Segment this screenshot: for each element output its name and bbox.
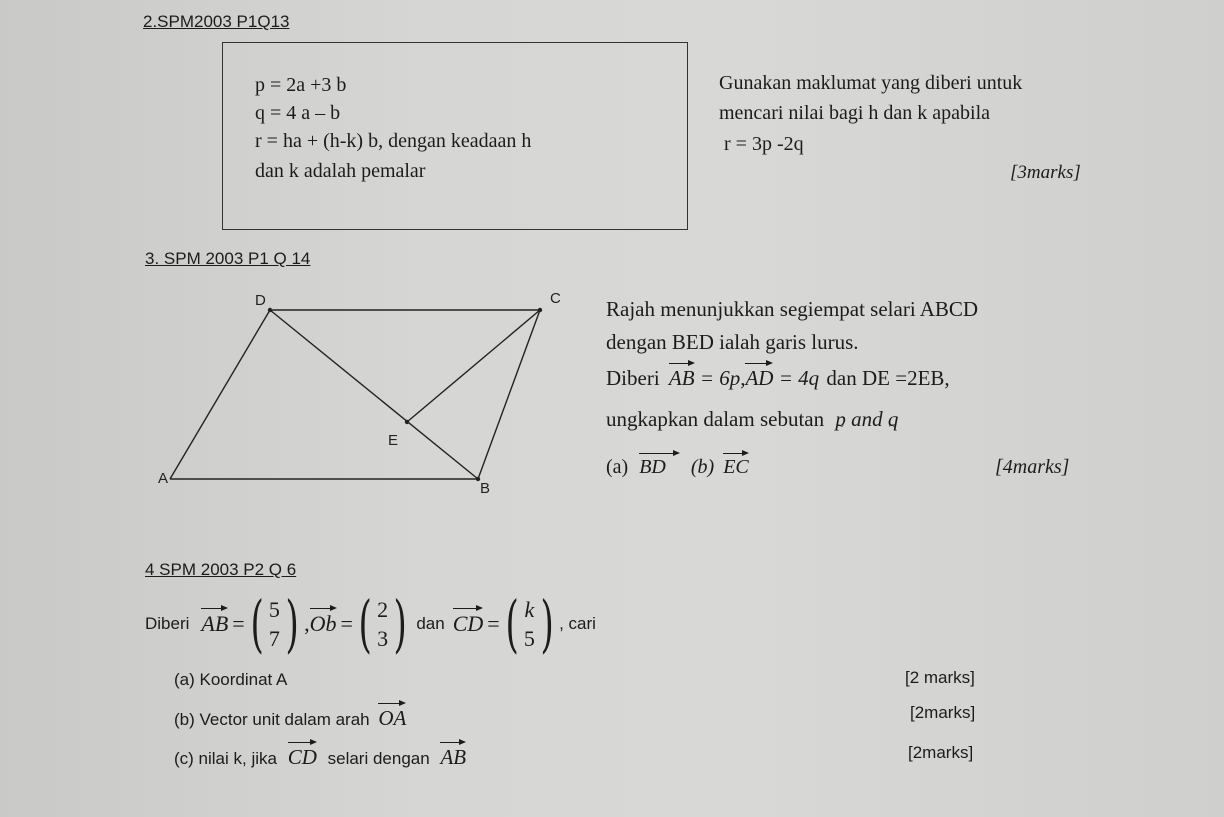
label-d: D <box>255 292 266 309</box>
q3-text-line2: dengan BED ialah garis lurus. <box>606 330 859 354</box>
vector-ob: Ob <box>309 611 337 636</box>
side-da <box>170 310 270 479</box>
q4-title: 4 SPM 2003 P2 Q 6 <box>145 560 297 579</box>
parallelogram-diagram <box>140 285 590 505</box>
label-c: C <box>550 290 561 307</box>
vector-ad: AD <box>745 366 774 390</box>
vector-cd-c: CD <box>287 745 317 769</box>
column-vector-ob: ( 2 3 ) <box>358 587 407 660</box>
vector-ec: EC <box>723 456 749 478</box>
q4-given: Diberi AB = ( 5 7 ) , Ob = ( 2 3 ) dan CD = ( k 5 ) , cari <box>145 587 596 660</box>
label-a: A <box>158 470 169 487</box>
q3-parts: (a) BD (b) EC <box>606 456 749 478</box>
q2-box-line4: dan k adalah pemalar <box>255 160 426 182</box>
q4-part-c: (c) nilai k, jika CD selari dengan AB <box>174 745 467 769</box>
q3-marks: [4marks] <box>995 456 1070 478</box>
label-e: E <box>388 432 399 449</box>
vector-cd: CD <box>452 611 484 636</box>
q2-instruction-line3: r = 3p -2q <box>724 133 804 155</box>
column-vector-cd: ( k 5 ) <box>505 587 554 660</box>
q3-text-line1: Rajah menunjukkan segiempat selari ABCD <box>606 297 979 321</box>
q4-part-a-marks: [2 marks] <box>905 668 975 687</box>
column-vector-ab: ( 5 7 ) <box>250 587 299 660</box>
q4-part-a: (a) Koordinat A <box>174 670 288 689</box>
vector-oa: OA <box>378 706 407 730</box>
q2-box-line3: r = ha + (h-k) b, dengan keadaan h <box>255 130 532 152</box>
vector-bd: BD <box>639 456 680 479</box>
q2-marks: [3marks] <box>1010 162 1081 183</box>
q2-title: 2.SPM2003 P1Q13 <box>143 12 290 31</box>
vector-ab-q4: AB <box>201 611 229 636</box>
q3-title: 3. SPM 2003 P1 Q 14 <box>145 249 311 268</box>
q4-part-c-marks: [2marks] <box>908 743 974 762</box>
point-c <box>538 308 542 312</box>
q2-box-line2: q = 4 a – b <box>255 102 341 124</box>
q2-box-line1: p = 2a +3 b <box>255 74 347 96</box>
q2-instruction-line2: mencari nilai bagi h dan k apabila <box>719 102 991 124</box>
q3-given: Diberi AB = 6p,AD = 4q dan DE =2EB, <box>606 366 950 390</box>
line-bed <box>270 310 478 479</box>
point-e <box>405 420 409 424</box>
q3-express: ungkapkan dalam sebutan p ~ and q ~ <box>606 407 898 432</box>
q4-part-b-marks: [2marks] <box>910 703 976 722</box>
q4-part-b: (b) Vector unit dalam arah OA <box>174 706 407 730</box>
point-d <box>268 308 272 312</box>
label-b: B <box>480 480 491 497</box>
vector-ab: AB <box>668 366 695 390</box>
q2-instruction-line1: Gunakan maklumat yang diberi untuk <box>719 72 1023 94</box>
vector-ab-c: AB <box>440 745 467 769</box>
